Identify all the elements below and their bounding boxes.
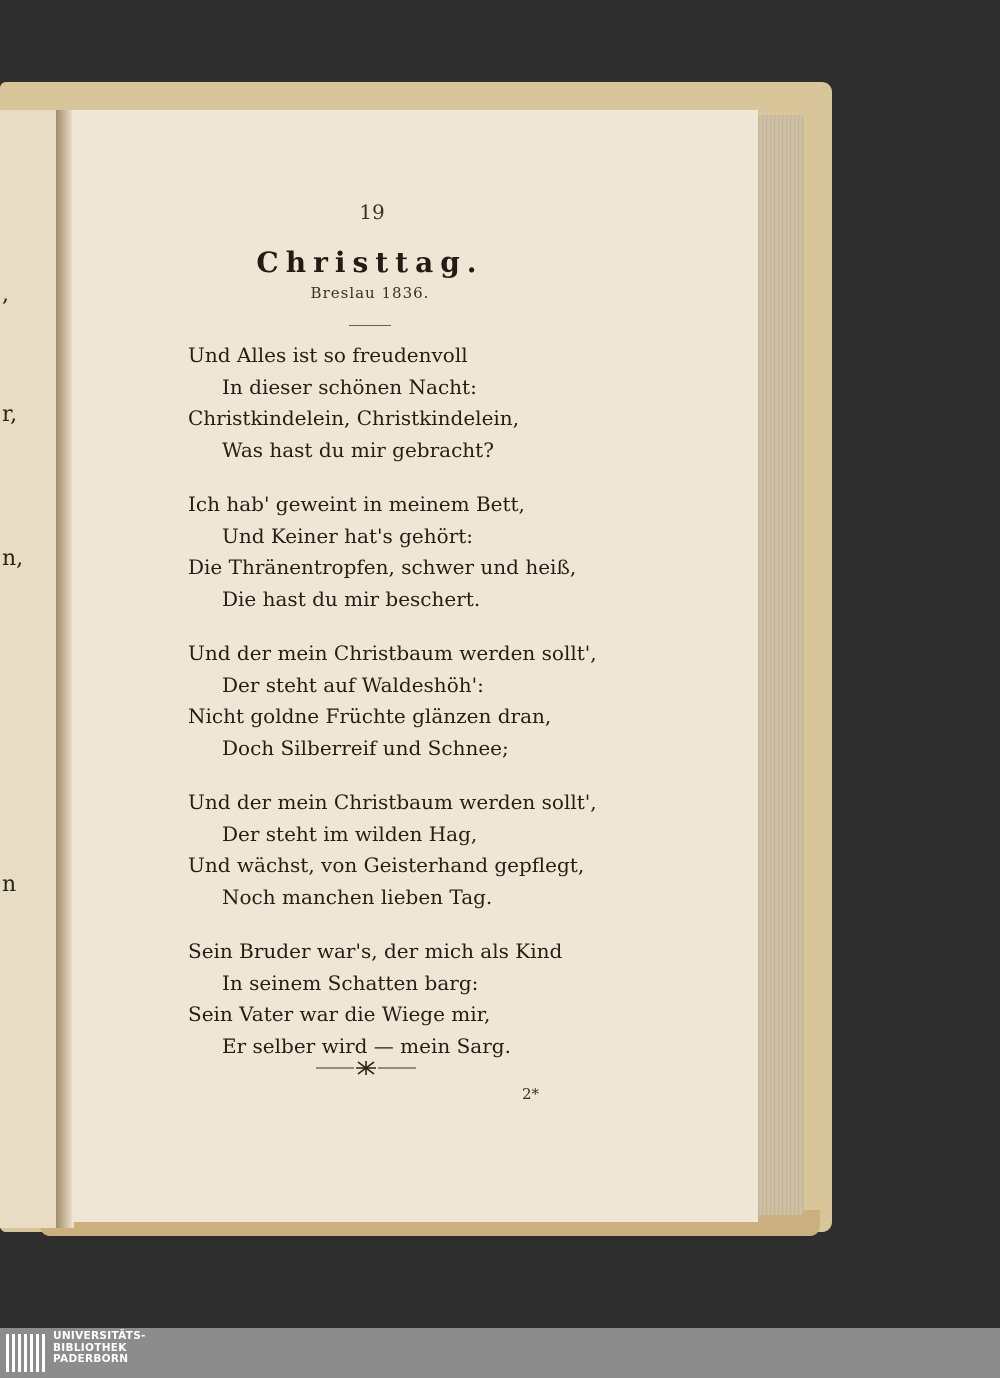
stanza	[188, 936, 588, 1062]
poem-line: Was hast du mir gebracht?	[222, 437, 494, 462]
logo-line: BIBLIOTHEK	[53, 1341, 127, 1354]
left-page	[0, 110, 64, 1228]
left-page-fragment: r,	[2, 402, 18, 427]
poem-line: Noch manchen lieben Tag.	[222, 884, 493, 909]
poem-line: Der steht im wilden Hag,	[222, 821, 478, 846]
library-logo-text	[53, 1331, 146, 1366]
logo-line: UNIVERSITÄTS-	[53, 1330, 146, 1342]
poem-line: Und wächst, von Geisterhand gepflegt,	[188, 853, 585, 877]
poem-line: In dieser schönen Nacht:	[222, 374, 477, 399]
poem-line: Er selber wird — mein Sarg.	[222, 1033, 511, 1058]
poem-line: Und Keiner hat's gehört:	[222, 523, 474, 548]
poem-title: Christtag.	[256, 246, 484, 279]
logo-line: PADERBORN	[53, 1353, 129, 1365]
library-columns-icon	[6, 1332, 46, 1374]
signature-mark: 2*	[522, 1085, 540, 1103]
poem-line: Nicht goldne Früchte glänzen dran,	[188, 704, 552, 728]
poem-line: Der steht auf Waldeshöh':	[222, 672, 484, 697]
left-page-fragment: ,	[2, 282, 9, 307]
poem-line: Und der mein Christbaum werden sollt',	[188, 641, 597, 665]
poem-line: Die Thränentropfen, schwer und heiß,	[188, 555, 577, 579]
left-page-fragment: n,	[2, 546, 24, 571]
stanza	[188, 638, 597, 764]
poem-line: Und der mein Christbaum werden sollt',	[188, 790, 597, 814]
ornament-divider-icon	[316, 1058, 416, 1078]
poem-line: Doch Silberreif und Schnee;	[222, 735, 509, 760]
stanza	[188, 489, 588, 615]
stanza	[188, 787, 597, 913]
poem-subtitle: Breslau 1836.	[310, 284, 430, 302]
poem-line: Christkindelein, Christkindelein,	[188, 406, 520, 430]
footer-bar	[0, 1328, 1000, 1378]
poem-line: Ich hab' geweint in meinem Bett,	[188, 492, 525, 516]
poem-line: In seinem Schatten barg:	[222, 970, 479, 995]
page-number: 19	[359, 200, 385, 224]
title-rule	[349, 325, 391, 326]
poem-line: Und Alles ist so freudenvoll	[188, 343, 468, 367]
stanza	[188, 340, 588, 466]
left-page-fragment: n	[2, 872, 17, 897]
poem-line: Die hast du mir beschert.	[222, 586, 481, 611]
poem-body	[188, 340, 597, 1085]
poem-line: Sein Vater war die Wiege mir,	[188, 1002, 491, 1026]
page-block-edges	[756, 115, 804, 1215]
poem-line: Sein Bruder war's, der mich als Kind	[188, 939, 563, 963]
